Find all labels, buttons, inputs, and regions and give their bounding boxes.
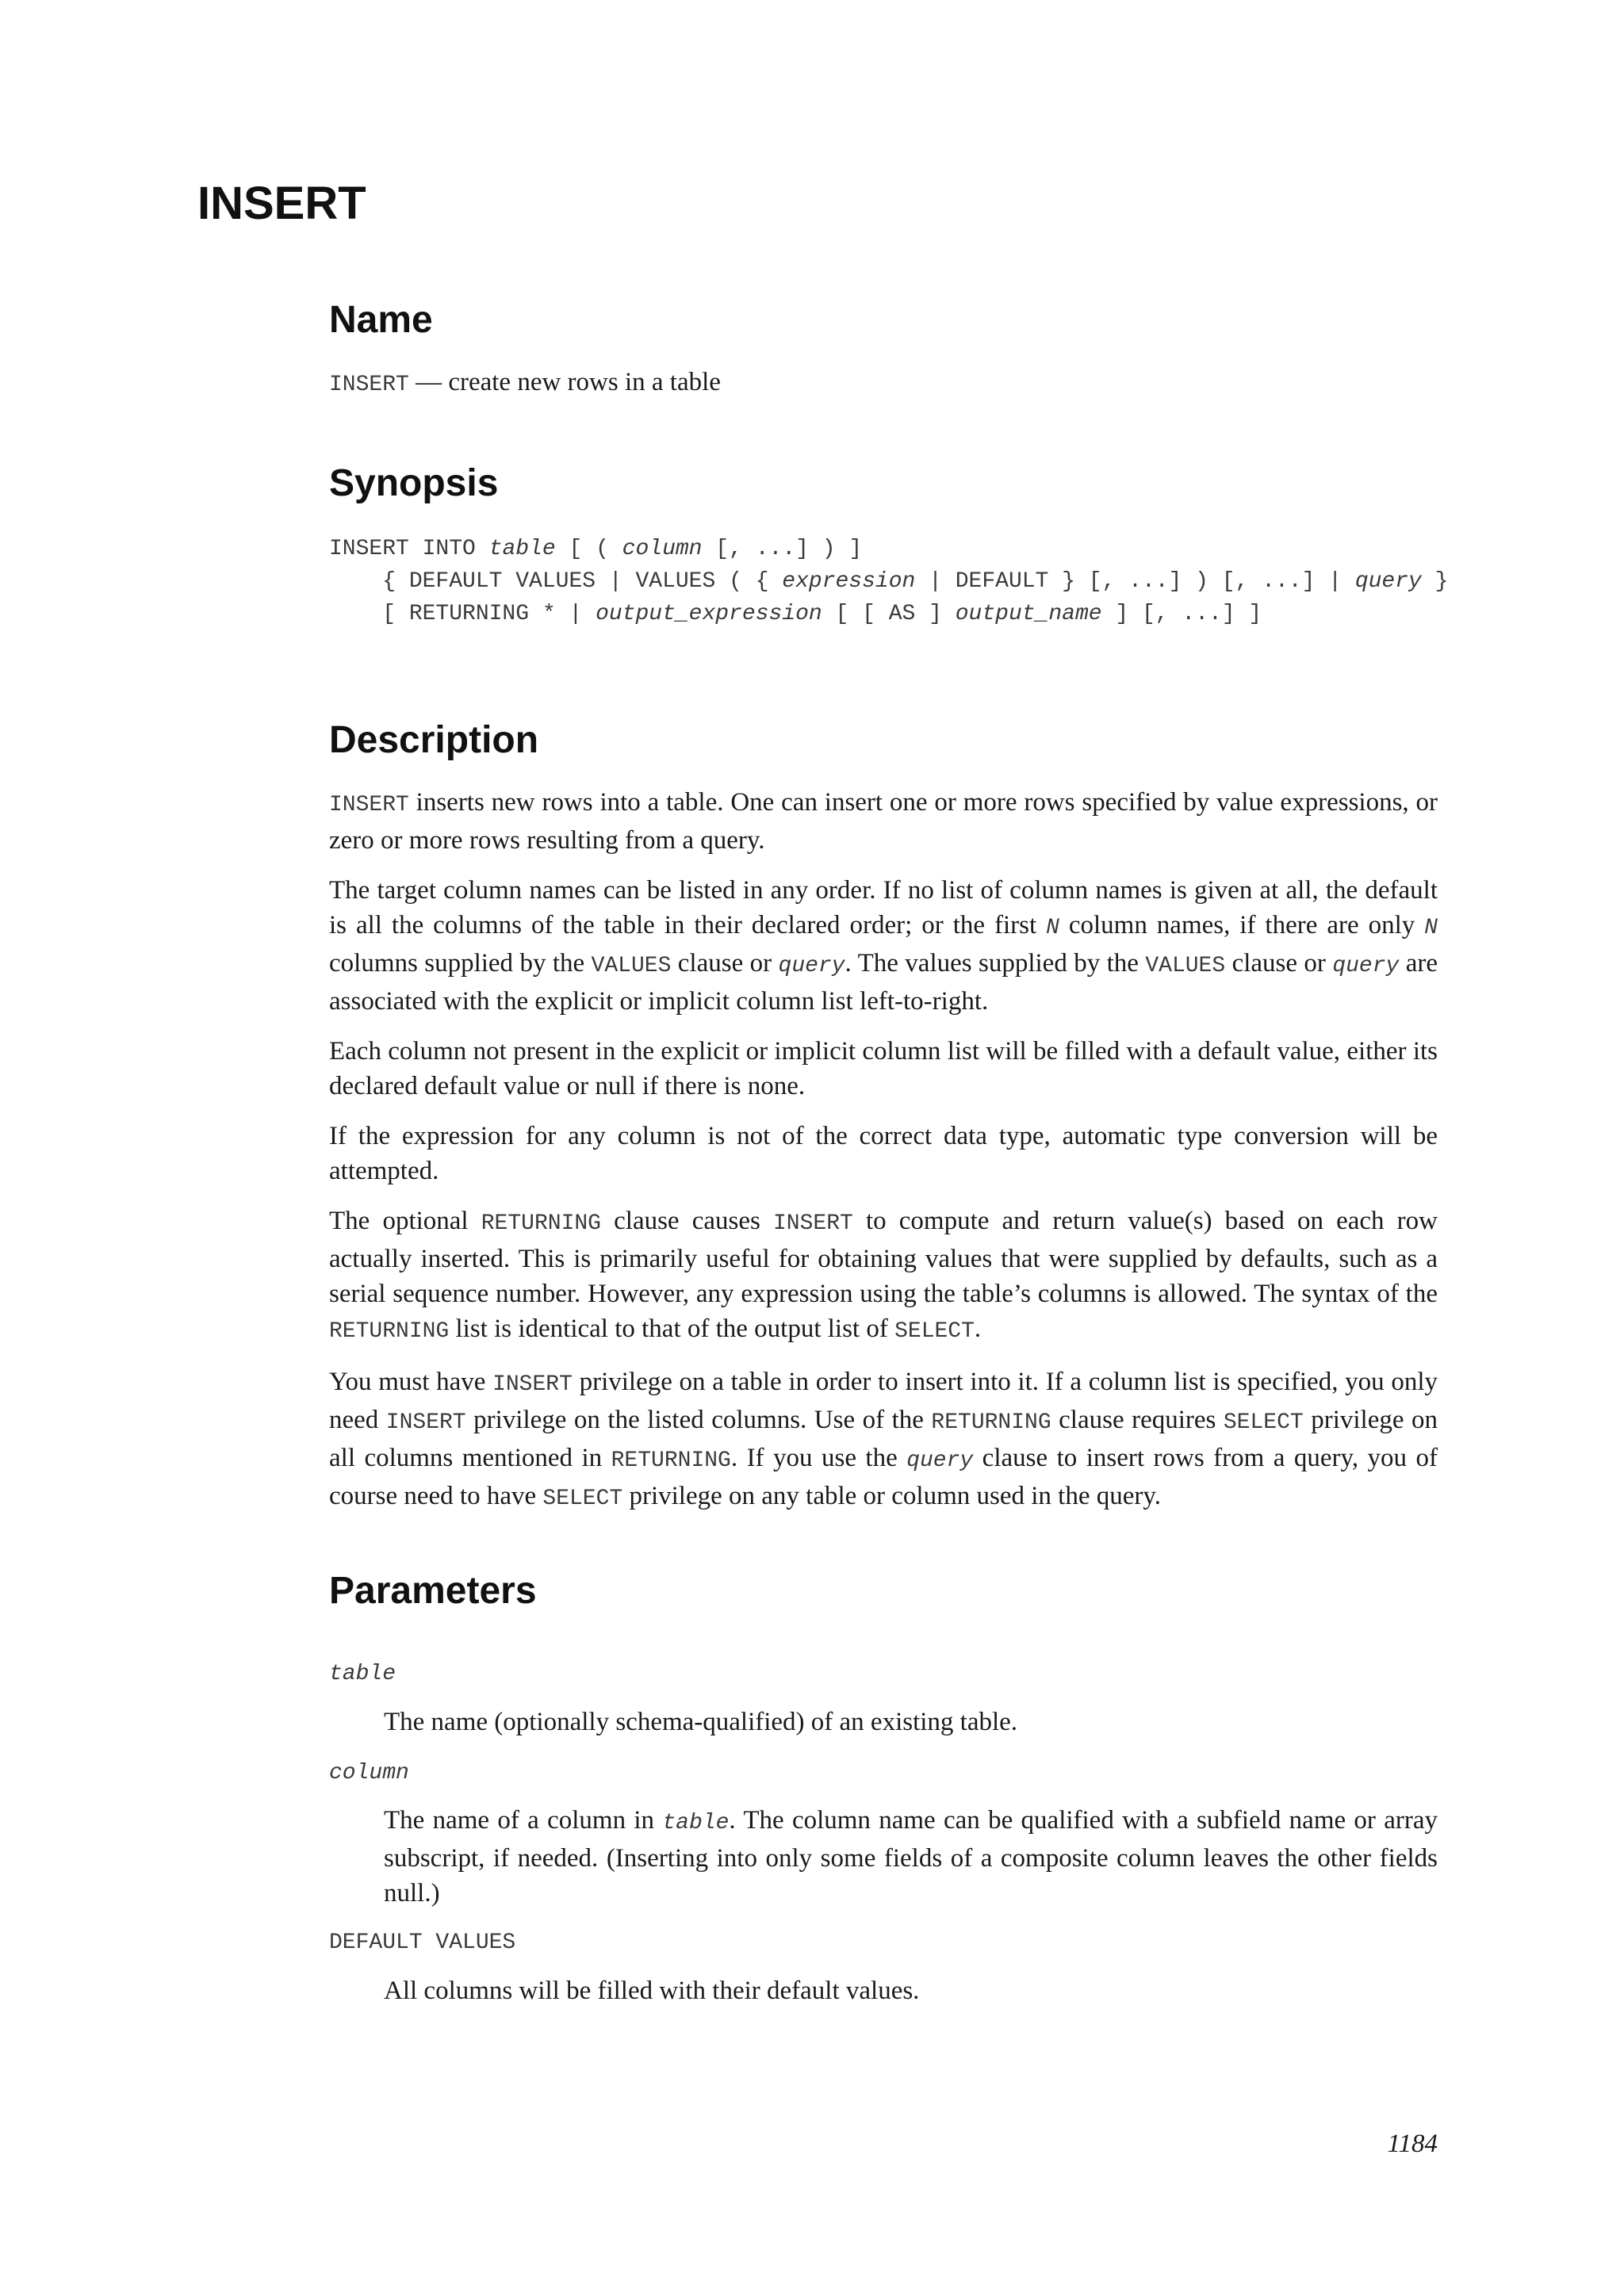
code-placeholder: table [662,1811,730,1835]
code-literal: RETURNING [329,1319,450,1344]
paragraph-text: . If you use the [730,1444,907,1472]
code-text: [ RETURNING * | [329,602,596,626]
paragraph-text: . The column name can be qualified with a subfield name or array subscript, if needed. (Inserting into only some fields of a composite column leaves the other fields null.) [384,1806,1438,1908]
code-placeholder: query [778,954,845,978]
paragraph-text: clause requires [1051,1406,1224,1434]
code-placeholder: query [1332,954,1400,978]
paragraph-text: are associated with the explicit or implicit column list left-to-right. [329,949,1438,1016]
code-placeholder: N [1424,916,1438,940]
paragraph-text: clause or [671,949,779,978]
code-text: | DEFAULT } [, ...] ) [, ...] | [915,569,1355,594]
synopsis-code [329,533,1448,630]
param-term-default-values: DEFAULT VALUES [329,1931,516,1955]
code-text: [ [ AS ] [822,602,956,626]
code-literal: INSERT [329,793,409,817]
param-def-default-values: All columns will be filled with their default values. [384,1976,920,2005]
description-paragraph [329,873,1438,1019]
code-placeholder: output_expression [596,602,822,626]
page-number: 1184 [1387,2130,1438,2158]
code-text: INSERT INTO [329,537,489,561]
code-text: [, ...] ) ] [702,537,863,561]
paragraph-text: privilege on the listed columns. Use of the [465,1406,932,1434]
paragraph-text: clause to insert rows from a query, you of course need to have [329,1444,1438,1510]
paragraph-text: . The values supplied by the [845,949,1146,978]
paragraph-text: columns supplied by the [329,949,592,978]
code-placeholder: query [1354,569,1422,594]
code-placeholder: output_name [955,602,1102,626]
code-placeholder: column [622,537,703,561]
command-name: INSERT [329,373,409,397]
code-placeholder: table [488,537,556,561]
paragraph-text: . [974,1314,982,1343]
description-paragraph [329,1203,1438,1349]
paragraph-text: column names, if there are only [1059,911,1425,939]
synopsis-line [329,565,1448,598]
code-literal: RETURNING [481,1211,601,1236]
code-text: [ ( [555,537,622,561]
code-literal: INSERT [772,1211,853,1236]
param-term-column: column [329,1761,409,1785]
param-def-column [384,1803,1438,1911]
command-summary: — create new rows in a table [408,368,721,396]
code-text: } [1421,569,1449,594]
code-literal: RETURNING [611,1448,731,1473]
paragraph-text: You must have [329,1368,493,1396]
code-literal: SELECT [1223,1410,1304,1435]
synopsis-line [329,598,1448,630]
paragraph-text: privilege on all columns mentioned in [329,1406,1438,1472]
description-paragraph: If the expression for any column is not of the correct data type, automatic type conversion will be attempted. [329,1122,1438,1185]
description-body [329,785,1438,1532]
code-text: ] [, ...] ] [1101,602,1262,626]
code-literal: VALUES [1145,954,1226,978]
parameters-heading: Parameters [329,1570,537,1612]
synopsis-heading: Synopsis [329,462,499,504]
code-literal: SELECT [542,1487,623,1511]
code-placeholder: expression [782,569,916,594]
paragraph-text: clause or [1225,949,1333,978]
paragraph-text: The optional [329,1207,481,1235]
synopsis-line [329,533,1448,565]
paragraph-text: The name of a column in [384,1806,663,1835]
description-heading: Description [329,719,539,761]
code-text: { DEFAULT VALUES | VALUES ( { [329,569,783,594]
paragraph-text: inserts new rows into a table. One can insert one or more rows specified by value expressions, or zero or more rows resulting from a query. [329,788,1438,855]
paragraph-text: privilege on any table or column used in the query. [622,1482,1161,1510]
code-placeholder: N [1046,916,1059,940]
description-paragraph [329,1364,1438,1517]
code-literal: SELECT [894,1319,975,1344]
paragraph-text: The target column names can be listed in any order. If no list of column names is given at all, the default is all the columns of the table in their declared order; or the first [329,876,1438,939]
param-def-table: The name (optionally schema-qualified) of an existing table. [384,1708,1018,1736]
paragraph-text: clause causes [600,1207,773,1235]
description-paragraph: Each column not present in the explicit or implicit column list will be filled with a default value, either its declared default value or null if there is none. [329,1037,1438,1100]
name-heading: Name [329,299,433,341]
code-literal: RETURNING [931,1410,1051,1435]
code-literal: VALUES [591,954,672,978]
code-literal: INSERT [385,1410,466,1435]
code-literal: INSERT [492,1372,573,1397]
code-placeholder: query [906,1448,974,1473]
param-term-table: table [329,1662,396,1686]
paragraph-text: list is identical to that of the output list of [449,1314,895,1343]
paragraph-text: to compute and return value(s) based on each row actually inserted. This is primarily useful for obtaining values that were supplied by defaults, such as a serial sequence number. However, any expression using the table’s columns is allowed. The syntax of the [329,1207,1438,1308]
description-paragraph [329,785,1438,858]
paragraph-text: privilege on a table in order to insert into it. If a column list is specified, you only need [329,1368,1438,1434]
page-title: INSERT [197,178,366,229]
name-line [329,365,1438,403]
